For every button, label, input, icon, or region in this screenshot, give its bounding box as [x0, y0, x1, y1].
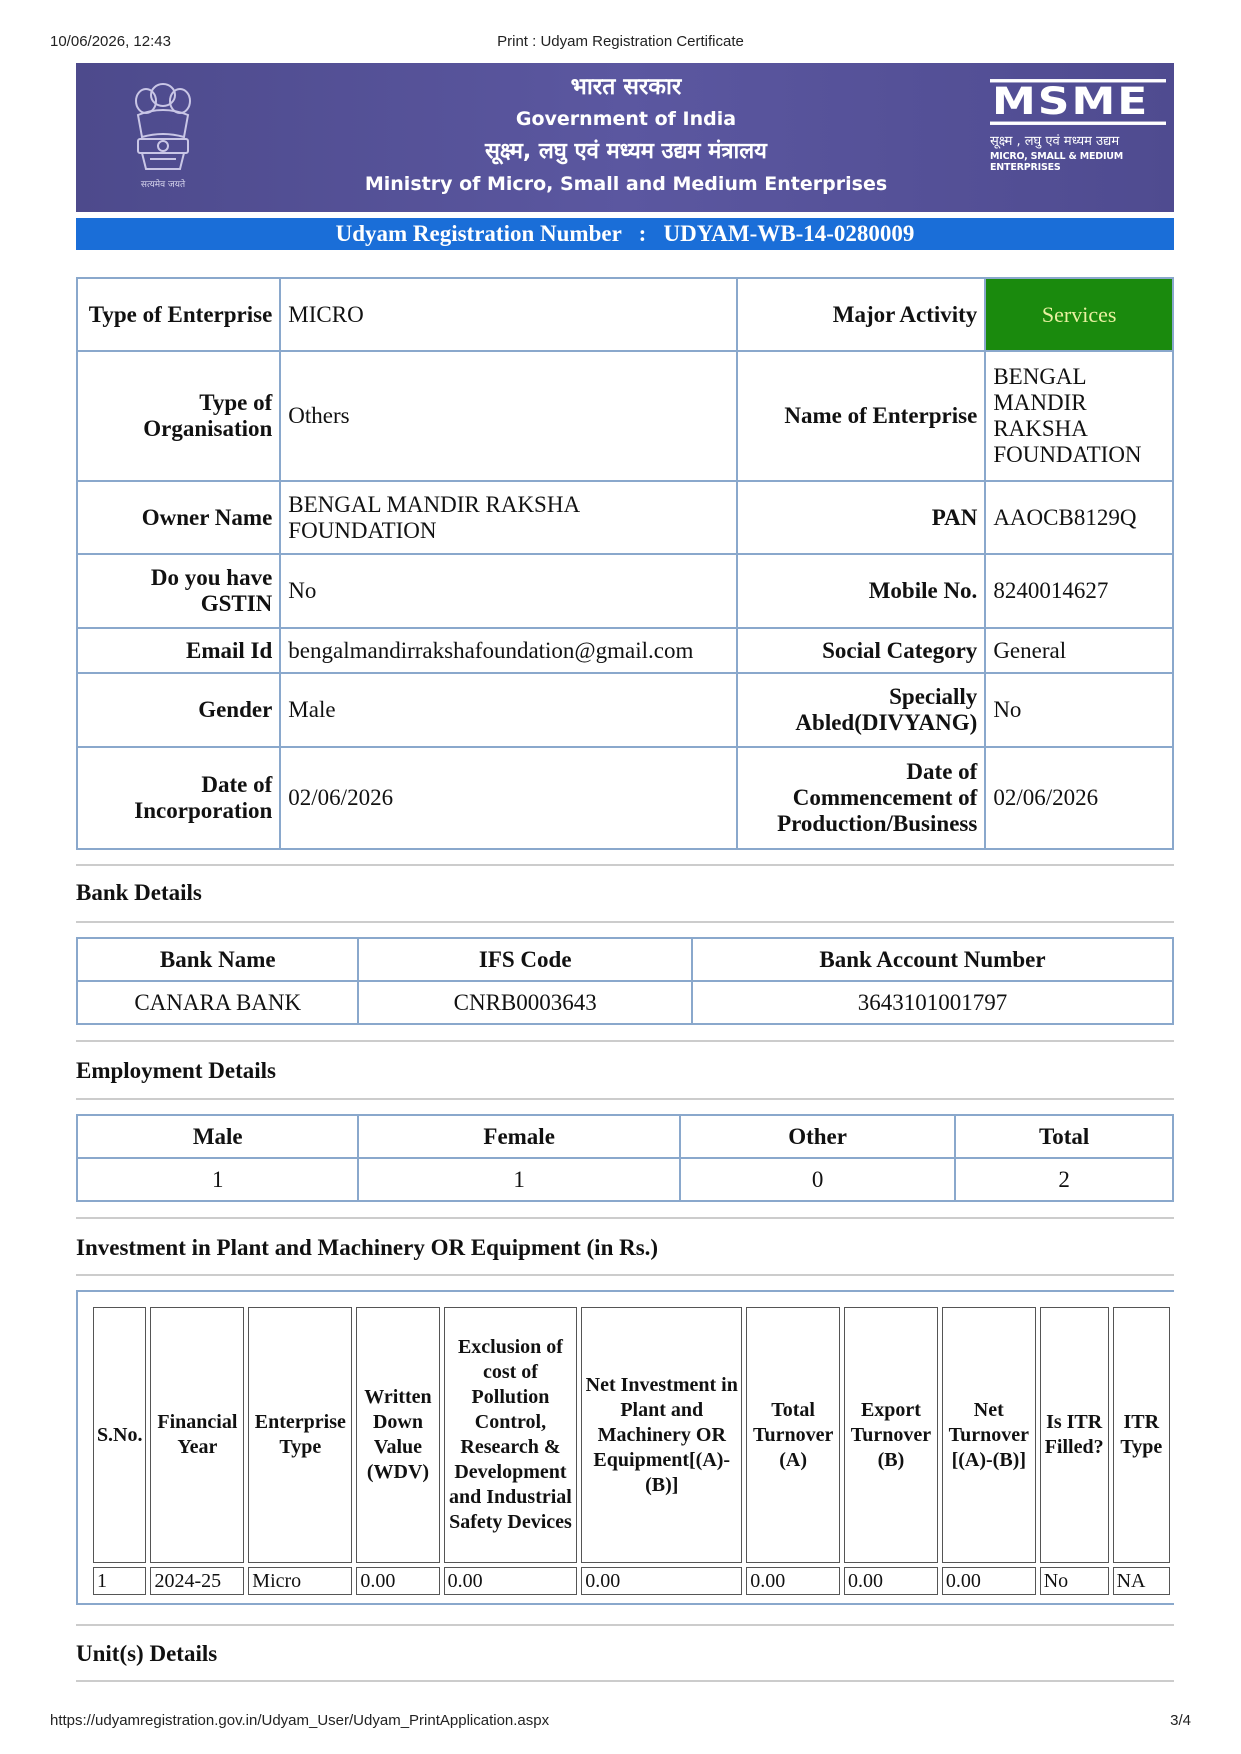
net-turnover-header: Net Turnover [(A)-(B)] — [942, 1307, 1036, 1563]
msme-logo — [990, 75, 1166, 173]
date-of-commencement-label: Date of Commencement of Production/Business — [737, 747, 986, 849]
account-number-header: Bank Account Number — [692, 938, 1173, 981]
pan-value: AAOCB8129Q — [985, 481, 1173, 554]
msme-logo-text: MSME — [990, 79, 1166, 125]
print-url: https://udyamregistration.gov.in/Udyam_User/Udyam_PrintApplication.aspx — [50, 1712, 550, 1729]
email-label: Email Id — [77, 628, 280, 673]
major-activity-value: Services — [985, 278, 1173, 351]
inv-itr-type: NA — [1113, 1567, 1170, 1595]
registration-label: Udyam Registration Number — [335, 221, 622, 246]
date-of-incorporation-label: Date of Incorporation — [77, 747, 280, 849]
registration-number: UDYAM-WB-14-0280009 — [663, 221, 915, 246]
net-investment-header: Net Investment in Plant and Machinery OR Equipment[(A)-(B)] — [581, 1307, 742, 1563]
social-category-label: Social Category — [737, 628, 986, 673]
print-datetime: 10/06/2026, 12:43 — [50, 33, 171, 50]
banner-ministry: Ministry of Micro, Small and Medium Enterprises — [364, 173, 888, 195]
pan-label: PAN — [737, 481, 986, 554]
divider — [76, 1624, 1174, 1626]
government-banner — [76, 63, 1174, 212]
bank-name-header: Bank Name — [77, 938, 358, 981]
divider — [76, 1217, 1174, 1219]
export-turnover-header: Export Turnover (B) — [844, 1307, 938, 1563]
other-header: Other — [680, 1115, 955, 1158]
divider — [76, 1040, 1174, 1042]
other-count: 0 — [680, 1158, 955, 1201]
divider — [76, 864, 1174, 866]
name-of-enterprise-value: BENGAL MANDIR RAKSHA FOUNDATION — [985, 351, 1173, 481]
inv-exclusion: 0.00 — [444, 1567, 578, 1595]
inv-enterprise-type: Micro — [248, 1567, 352, 1595]
itr-type-header: ITR Type — [1113, 1307, 1170, 1563]
financial-year-header: Financial Year — [150, 1307, 244, 1563]
female-count: 1 — [358, 1158, 679, 1201]
account-number-value: 3643101001797 — [692, 981, 1173, 1024]
employment-details-title: Employment Details — [76, 1058, 276, 1083]
divyang-label: Specially Abled(DIVYANG) — [737, 673, 986, 747]
type-of-organisation-label: Type of Organisation — [77, 351, 280, 481]
inv-net-turnover: 0.00 — [942, 1567, 1036, 1595]
inv-net-investment: 0.00 — [581, 1567, 742, 1595]
banner-govt-india: Government of India — [515, 108, 737, 130]
inv-export-turnover: 0.00 — [844, 1567, 938, 1595]
email-value: bengalmandirrakshafoundation@gmail.com — [280, 628, 736, 673]
inv-financial-year: 2024-25 — [150, 1567, 244, 1595]
bank-details-table — [76, 937, 1174, 1025]
female-header: Female — [358, 1115, 679, 1158]
divider — [76, 1274, 1174, 1276]
msme-english-text: MICRO, SMALL & MEDIUM ENTERPRISES — [990, 151, 1124, 173]
social-category-value: General — [985, 628, 1173, 673]
total-turnover-header: Total Turnover (A) — [746, 1307, 840, 1563]
gstin-label: Do you have GSTIN — [77, 554, 280, 628]
print-title: Print : Udyam Registration Certificate — [497, 33, 744, 50]
type-of-organisation-value: Others — [280, 351, 736, 481]
divider — [76, 1098, 1174, 1100]
type-of-enterprise-value: MICRO — [280, 278, 736, 351]
divyang-value: No — [985, 673, 1173, 747]
bank-details-title: Bank Details — [76, 880, 202, 905]
banner-hindi-ministry: सूक्ष्म, लघु एवं मध्यम उद्यम मंत्रालय — [485, 139, 767, 164]
investment-title: Investment in Plant and Machinery OR Equipment (in Rs.) — [76, 1235, 659, 1260]
owner-name-value: BENGAL MANDIR RAKSHA FOUNDATION — [280, 481, 736, 554]
owner-name-label: Owner Name — [77, 481, 280, 554]
gender-label: Gender — [77, 673, 280, 747]
employment-details-table — [76, 1114, 1174, 1202]
enterprise-type-header: Enterprise Type — [248, 1307, 352, 1563]
type-of-enterprise-label: Type of Enterprise — [77, 278, 280, 351]
enterprise-details-table — [76, 277, 1174, 850]
page-number: 3/4 — [1170, 1712, 1191, 1729]
date-of-commencement-value: 02/06/2026 — [985, 747, 1173, 849]
inv-sno: 1 — [93, 1567, 146, 1595]
total-header: Total — [955, 1115, 1173, 1158]
mobile-value: 8240014627 — [985, 554, 1173, 628]
units-details-title: Unit(s) Details — [76, 1641, 218, 1666]
exclusion-header: Exclusion of cost of Pollution Control, Research & Development and Industrial Safety Devices — [444, 1307, 578, 1563]
bank-name-value: CANARA BANK — [77, 981, 358, 1024]
investment-table-container — [76, 1290, 1174, 1605]
inv-itr-filled: No — [1040, 1567, 1109, 1595]
ifs-code-header: IFS Code — [358, 938, 691, 981]
wdv-header: Written Down Value (WDV) — [356, 1307, 439, 1563]
male-count: 1 — [77, 1158, 358, 1201]
investment-table — [89, 1303, 1174, 1599]
divider — [76, 921, 1174, 923]
national-emblem-icon — [124, 75, 202, 193]
ifs-code-value: CNRB0003643 — [358, 981, 691, 1024]
banner-hindi-govt: भारत सरकार — [570, 74, 682, 100]
inv-wdv: 0.00 — [356, 1567, 439, 1595]
registration-number-bar — [76, 218, 1174, 250]
male-header: Male — [77, 1115, 358, 1158]
mobile-label: Mobile No. — [737, 554, 986, 628]
name-of-enterprise-label: Name of Enterprise — [737, 351, 986, 481]
gstin-value: No — [280, 554, 736, 628]
emblem-motto: सत्यमेव जयते — [140, 180, 186, 190]
divider — [76, 1680, 1174, 1682]
itr-filled-header: Is ITR Filled? — [1040, 1307, 1109, 1563]
total-count: 2 — [955, 1158, 1173, 1201]
sno-header: S.No. — [93, 1307, 146, 1563]
major-activity-label: Major Activity — [737, 278, 986, 351]
inv-total-turnover: 0.00 — [746, 1567, 840, 1595]
registration-sep: : — [638, 221, 647, 246]
date-of-incorporation-value: 02/06/2026 — [280, 747, 736, 849]
msme-hindi-text: सूक्ष्म , लघु एवं मध्यम उद्यम — [990, 134, 1120, 149]
gender-value: Male — [280, 673, 736, 747]
